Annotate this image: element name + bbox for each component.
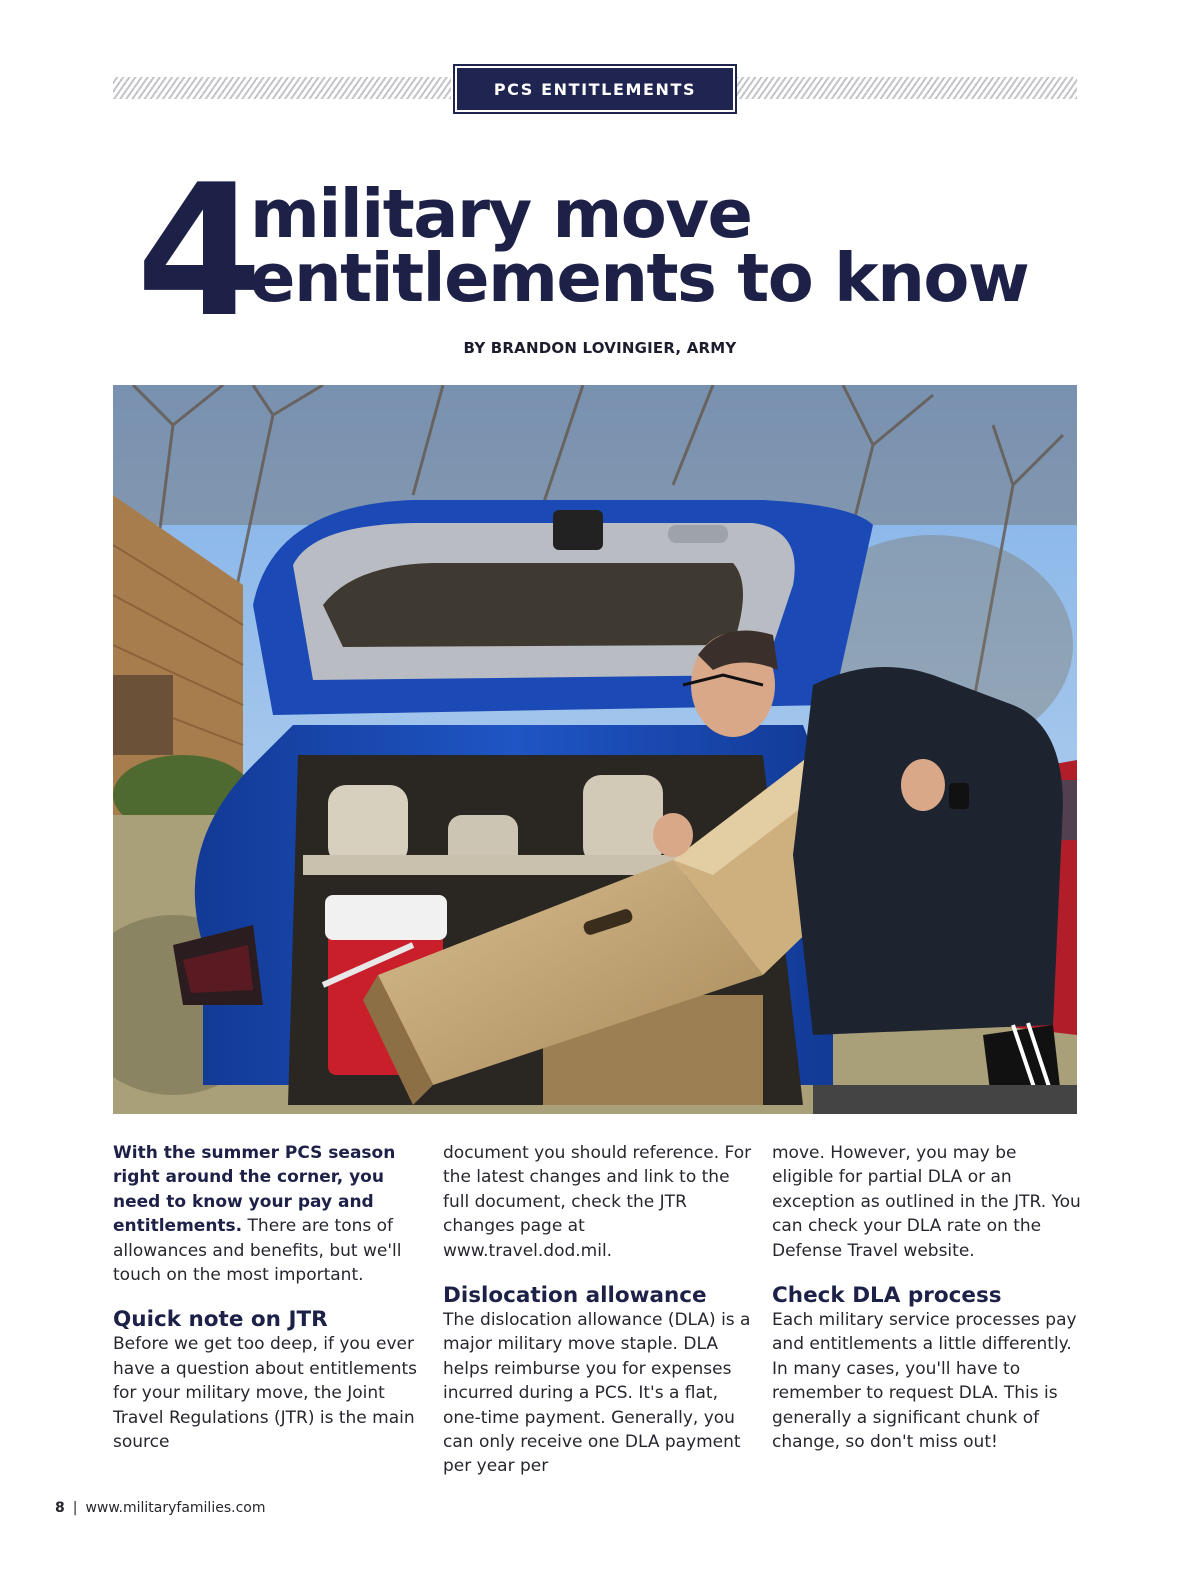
section-heading-jtr: Quick note on JTR xyxy=(113,1307,328,1333)
headline-line-2: entitlements to know xyxy=(250,239,1029,317)
jtr-paragraph-continued: document you should reference. For the latest changes and link to the full document, check the JTR changes page at www.travel.dod.mil. xyxy=(443,1143,752,1261)
page-number: 8 xyxy=(55,1500,65,1516)
headline-number: 4 xyxy=(136,145,257,357)
page-title xyxy=(250,175,1029,317)
hatch-divider-right xyxy=(737,77,1077,99)
section-tag-label: PCS ENTITLEMENTS xyxy=(457,68,733,110)
section-heading-dla: Dislocation allowance xyxy=(443,1283,707,1309)
section-header-bar xyxy=(113,64,1077,114)
headline-line-1: military move xyxy=(250,175,752,253)
photo-man-loading-box-into-suv-icon xyxy=(113,385,1077,1114)
section-heading-dla-process: Check DLA process xyxy=(772,1283,1002,1309)
hero-photo xyxy=(113,385,1077,1114)
dla-paragraph: The dislocation allowance (DLA) is a major military move staple. DLA helps reimburse you for expenses incurred during a PCS. It's a flat, one-time payment. Generally, you can only receive one DLA payment per year per xyxy=(443,1310,751,1477)
footer-separator: | xyxy=(72,1500,78,1516)
jtr-paragraph: Before we get too deep, if you ever have a question about entitlements for your military move, the Joint Travel Regulations (JTR) is the main source xyxy=(113,1334,418,1453)
footer-url: www.militaryfamilies.com xyxy=(85,1500,266,1516)
byline: BY BRANDON LOVINGIER, ARMY xyxy=(463,339,737,357)
intro-paragraph xyxy=(113,1141,423,1287)
dla-paragraph-continued: move. However, you may be eligible for partial DLA or an exception as outlined in the JTR. You can check your DLA rate on the Defense Travel website. xyxy=(772,1143,1081,1261)
dla-process-paragraph: Each military service processes pay and entitlements a little differently. In many cases, you'll have to remember to request DLA. This is generally a significant chunk of change, so don't miss out! xyxy=(772,1310,1077,1453)
article-column-2 xyxy=(443,1141,753,1479)
article-column-1 xyxy=(113,1141,423,1454)
lead-sentence: With the summer PCS season right around the corner, you need to know your pay and entitlements. xyxy=(113,1143,396,1237)
page-footer xyxy=(55,1500,265,1516)
article-column-3 xyxy=(772,1141,1082,1454)
hatch-divider-left xyxy=(113,77,451,99)
intro-text: There are tons of allowances and benefits, but we'll touch on the most important. xyxy=(113,1216,402,1286)
section-tag xyxy=(453,64,737,114)
